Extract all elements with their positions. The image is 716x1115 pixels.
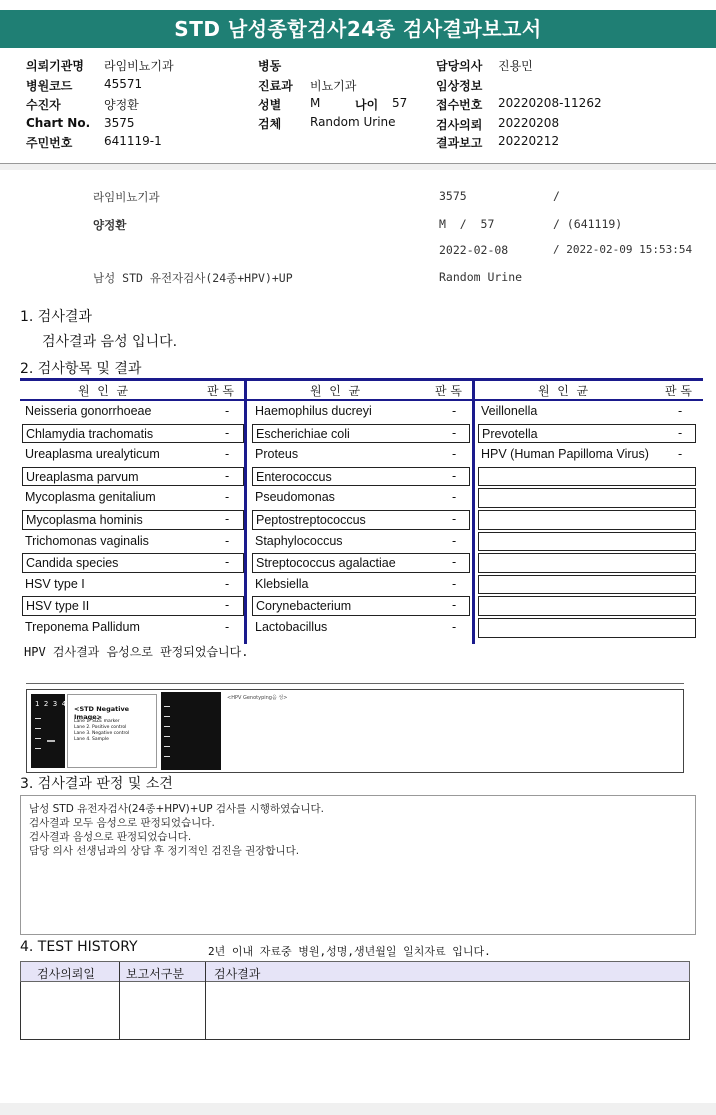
history-col-divider-2 bbox=[205, 962, 206, 1040]
organism-result: - bbox=[678, 404, 683, 418]
results-table bbox=[20, 378, 703, 644]
organism-result: - bbox=[452, 576, 457, 591]
gel-image-panel bbox=[26, 689, 684, 773]
gel-hpv-caption: <HPV Genotyping음 성> bbox=[227, 695, 288, 701]
result-row bbox=[478, 575, 696, 595]
organism-name: HSV type II bbox=[26, 599, 90, 614]
doctor-value: 진용민 bbox=[498, 59, 533, 73]
summary-birth: / (641119) bbox=[553, 217, 623, 231]
result-row bbox=[22, 596, 244, 616]
patient-value: 양정환 bbox=[104, 98, 139, 112]
result-row bbox=[22, 553, 244, 573]
receipt-label: 접수번호 bbox=[436, 98, 483, 112]
result-row bbox=[478, 488, 696, 508]
result-row bbox=[22, 575, 244, 595]
col1-organism-header: 원 인 균 bbox=[78, 384, 129, 398]
opinion-box bbox=[20, 795, 696, 935]
chart-label: Chart No. bbox=[26, 116, 91, 130]
result-row bbox=[252, 488, 470, 508]
gel-legend-box bbox=[67, 694, 157, 768]
opinion-line-2: 검사결과 모두 음성으로 판정되었습니다. bbox=[29, 817, 215, 829]
result-row bbox=[478, 553, 696, 573]
result-row bbox=[478, 402, 696, 422]
rrn-value: 641119-1 bbox=[104, 134, 162, 148]
organism-result: - bbox=[225, 533, 230, 548]
result-row bbox=[252, 553, 470, 573]
result-row bbox=[252, 424, 470, 444]
organism-name: Candida species bbox=[26, 556, 119, 571]
organism-name: Escherichiae coli bbox=[256, 426, 350, 441]
organism-result: - bbox=[452, 468, 457, 483]
organism-name: Pseudomonas bbox=[255, 490, 335, 505]
opinion-line-4: 담당 의사 선생님과의 상담 후 정기적인 검진을 권장합니다. bbox=[29, 845, 300, 857]
history-header-request-date: 검사의뢰일 bbox=[37, 967, 95, 981]
result-row bbox=[252, 402, 470, 422]
history-header-result: 검사결과 bbox=[214, 967, 261, 981]
patient-label: 수진자 bbox=[26, 98, 61, 112]
organism-result: - bbox=[452, 598, 457, 613]
result-row bbox=[252, 510, 470, 530]
organism-name: Streptococcus agalactiae bbox=[256, 556, 396, 571]
result-row bbox=[478, 532, 696, 552]
organism-result: - bbox=[452, 533, 457, 548]
summary-slash: / bbox=[553, 189, 560, 203]
result-row bbox=[22, 488, 244, 508]
gel-lane-numbers: 1 2 3 4 bbox=[35, 700, 67, 708]
organism-result: - bbox=[225, 425, 230, 440]
request-label: 검사의뢰 bbox=[436, 118, 483, 132]
result-row bbox=[478, 510, 696, 530]
organism-result: - bbox=[225, 404, 230, 418]
result-row bbox=[22, 510, 244, 530]
result-row bbox=[478, 596, 696, 616]
report-label: 결과보고 bbox=[436, 136, 483, 150]
organism-result: - bbox=[225, 620, 230, 634]
rrn-label: 주민번호 bbox=[26, 136, 73, 150]
history-header-row bbox=[20, 961, 690, 982]
gel-legend-line-2: Lane 2. Positive control bbox=[74, 725, 127, 730]
history-col-divider-1 bbox=[119, 962, 120, 1040]
organism-name: Klebsiella bbox=[255, 576, 309, 591]
ward-label: 병동 bbox=[258, 59, 282, 73]
summary-institution: 라임비뇨기과 bbox=[93, 190, 160, 204]
section1-title: 1. 검사결과 bbox=[20, 309, 92, 325]
specimen-label: 검체 bbox=[258, 117, 282, 131]
col3-organism-header: 원 인 균 bbox=[538, 384, 589, 398]
section2-title: 2. 검사항목 및 결과 bbox=[20, 361, 142, 377]
result-row bbox=[252, 618, 470, 638]
institution-value: 라임비뇨기과 bbox=[104, 59, 174, 73]
request-value: 20220208 bbox=[498, 116, 560, 130]
col2-judgement-header: 판 독 bbox=[435, 384, 462, 398]
organism-name: Prevotella bbox=[482, 426, 538, 441]
result-row bbox=[252, 575, 470, 595]
organism-result: - bbox=[225, 447, 230, 462]
organism-result: - bbox=[452, 447, 457, 462]
specimen-value: Random Urine bbox=[310, 115, 396, 129]
summary-request-date: 2022-02-08 bbox=[439, 243, 509, 257]
section1-text: 검사결과 음성 입니다. bbox=[42, 334, 178, 350]
organism-result: - bbox=[225, 598, 230, 613]
gel-legend-line-3: Lane 3. Negative control bbox=[74, 731, 130, 736]
organism-name: Mycoplasma hominis bbox=[26, 513, 143, 527]
organism-name: HPV (Human Papilloma Virus) bbox=[481, 447, 649, 462]
result-row bbox=[22, 532, 244, 552]
table-top-rule bbox=[20, 378, 703, 381]
dept-label: 진료과 bbox=[258, 79, 293, 93]
result-row bbox=[22, 445, 244, 465]
organism-result: - bbox=[225, 490, 230, 505]
result-row bbox=[252, 596, 470, 616]
organism-name: Proteus bbox=[255, 447, 299, 462]
summary-specimen: Random Urine bbox=[439, 270, 523, 284]
organism-name: Trichomonas vaginalis bbox=[25, 533, 149, 548]
organism-name: Chlamydia trachomatis bbox=[26, 426, 154, 441]
organism-result: - bbox=[452, 620, 457, 634]
opinion-text bbox=[21, 796, 695, 864]
result-row bbox=[252, 445, 470, 465]
institution-label: 의뢰기관명 bbox=[26, 59, 84, 73]
summary-sex-age: M / 57 bbox=[439, 217, 495, 231]
hospital-code-value: 45571 bbox=[104, 77, 143, 91]
result-row bbox=[22, 402, 244, 422]
column-divider-1 bbox=[244, 378, 247, 644]
organism-result: - bbox=[452, 512, 457, 526]
age-value: 57 bbox=[392, 96, 408, 110]
hpv-note: HPV 검사결과 음성으로 판정되었습니다. bbox=[24, 645, 249, 659]
organism-name: Lactobacillus bbox=[255, 620, 328, 634]
organism-result: - bbox=[678, 425, 683, 440]
organism-name: Mycoplasma genitalium bbox=[25, 490, 156, 505]
doctor-label: 담당의사 bbox=[436, 59, 483, 73]
organism-name: Peptostreptococcus bbox=[256, 513, 366, 527]
sex-label: 성별 bbox=[258, 98, 282, 112]
result-row bbox=[22, 618, 244, 638]
result-row bbox=[478, 467, 696, 487]
result-row bbox=[22, 424, 244, 444]
result-row bbox=[252, 532, 470, 552]
organism-result: - bbox=[452, 555, 457, 570]
hospital-code-label: 병원코드 bbox=[26, 79, 73, 93]
chart-value: 3575 bbox=[104, 116, 135, 130]
result-row bbox=[478, 618, 696, 638]
summary-report-datetime: / 2022-02-09 15:53:54 bbox=[553, 243, 693, 256]
summary-chart: 3575 bbox=[439, 189, 467, 203]
result-row bbox=[478, 445, 696, 465]
organism-result: - bbox=[452, 425, 457, 440]
organism-name: Veillonella bbox=[481, 404, 538, 418]
footer-band bbox=[0, 1103, 716, 1115]
gel-legend-line-4: Lane 4. Sample bbox=[74, 737, 109, 742]
col2-organism-header: 원 인 균 bbox=[310, 384, 361, 398]
age-label: 나이 bbox=[355, 98, 379, 112]
result-row bbox=[478, 424, 696, 444]
col1-judgement-header: 판 독 bbox=[207, 384, 234, 398]
report-title: STD 남성종합검사24종 검사결과보고서 bbox=[0, 10, 716, 48]
organism-result: - bbox=[225, 512, 230, 526]
clinical-label: 임상정보 bbox=[436, 79, 483, 93]
organism-name: Neisseria gonorrhoeae bbox=[25, 404, 152, 418]
organism-name: Corynebacterium bbox=[256, 599, 352, 614]
column-divider-2 bbox=[472, 378, 475, 644]
result-row bbox=[22, 467, 244, 487]
section4-note: 2년 이내 자료중 병원,성명,생년월일 일치자료 입니다. bbox=[208, 945, 491, 958]
organism-name: Haemophilus ducreyi bbox=[255, 404, 372, 418]
organism-name: Enterococcus bbox=[256, 469, 332, 484]
section3-title: 3. 검사결과 판정 및 소견 bbox=[20, 776, 173, 792]
sex-value: M bbox=[310, 96, 321, 110]
section4-title: 4. TEST HISTORY bbox=[20, 939, 138, 955]
organism-name: Staphylococcus bbox=[255, 533, 343, 548]
organism-name: Ureaplasma urealyticum bbox=[25, 447, 160, 462]
header-band bbox=[0, 164, 716, 170]
summary-test-name: 남성 STD 유전자검사(24종+HPV)+UP bbox=[93, 271, 293, 285]
gel-top-rule bbox=[26, 683, 684, 684]
gel-legend-line-1: Lane 1. SIZE marker bbox=[74, 719, 120, 724]
organism-result: - bbox=[452, 490, 457, 505]
organism-result: - bbox=[225, 555, 230, 570]
result-row bbox=[252, 467, 470, 487]
report-value: 20220212 bbox=[498, 134, 560, 148]
opinion-line-3: 검사결과 음성으로 판정되었습니다. bbox=[29, 831, 192, 843]
history-header-report-type: 보고서구분 bbox=[126, 967, 184, 981]
summary-patient: 양정환 bbox=[93, 218, 127, 232]
organism-result: - bbox=[678, 447, 683, 462]
organism-result: - bbox=[452, 404, 457, 418]
gel-legend-title: <STD Negative Image> bbox=[74, 705, 130, 721]
opinion-line-1: 남성 STD 유전자검사(24종+HPV)+UP 검사를 시행하였습니다. bbox=[29, 803, 325, 815]
dept-value: 비뇨기과 bbox=[310, 79, 357, 93]
col3-judgement-header: 판 독 bbox=[665, 384, 692, 398]
gel-image-hpv bbox=[161, 692, 221, 770]
organism-result: - bbox=[225, 468, 230, 483]
gel-image-negative bbox=[31, 694, 65, 768]
organism-name: HSV type I bbox=[25, 576, 85, 591]
organism-result: - bbox=[225, 576, 230, 591]
table-header-rule bbox=[20, 399, 703, 401]
history-table bbox=[20, 961, 690, 1040]
organism-name: Ureaplasma parvum bbox=[26, 469, 139, 484]
receipt-value: 20220208-11262 bbox=[498, 96, 602, 110]
organism-name: Treponema Pallidum bbox=[25, 620, 140, 634]
